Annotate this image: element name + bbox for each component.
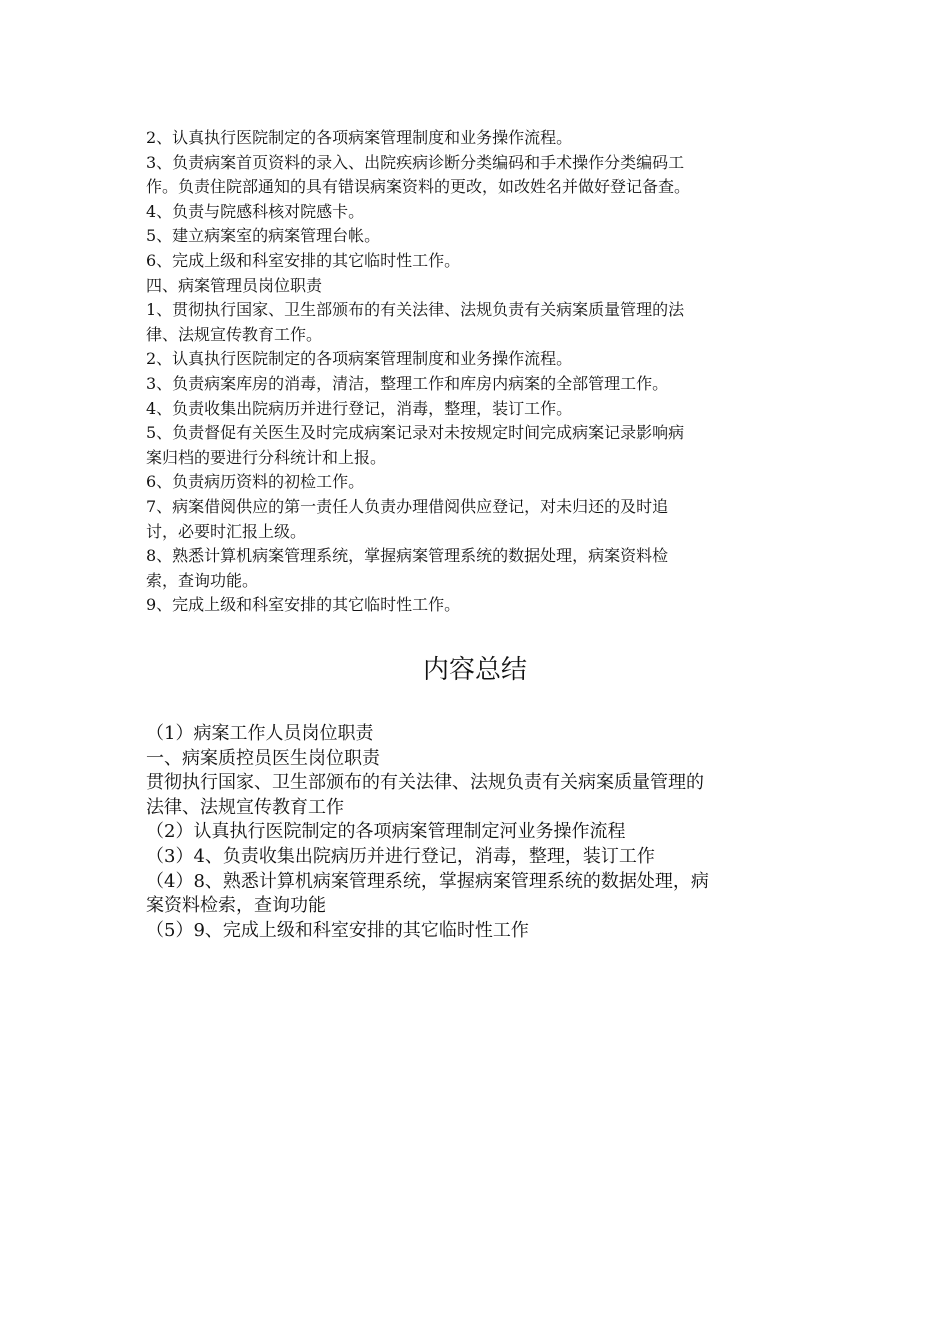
body-line: 3、负责病案库房的消毒，清洁，整理工作和库房内病案的全部管理工作。	[146, 373, 669, 393]
body-line: 1、贯彻执行国家、卫生部颁布的有关法律、法规负责有关病案质量管理的法	[146, 300, 685, 320]
summary-line: 案资料检索，查询功能	[146, 895, 326, 917]
body-line: 8、熟悉计算机病案管理系统，掌握病案管理系统的数据处理，病案资料检	[146, 546, 669, 566]
body-line: 讨，必要时汇报上级。	[146, 521, 307, 541]
summary-line: （4）8、熟悉计算机病案管理系统，掌握病案管理系统的数据处理，病	[146, 870, 709, 892]
section-heading: 四、病案管理员岗位职责	[146, 275, 323, 295]
body-line: 律、法规宣传教育工作。	[146, 324, 323, 344]
body-text	[146, 126, 796, 618]
body-line: 6、负责病历资料的初检工作。	[146, 472, 365, 492]
summary-line: （2）认真执行医院制定的各项病案管理制定河业务操作流程	[146, 821, 626, 843]
summary-line: 法律、法规宣传教育工作	[146, 796, 344, 818]
body-line: 9、完成上级和科室安排的其它临时性工作。	[146, 595, 461, 615]
body-line: 4、负责与院感科核对院感卡。	[146, 201, 365, 221]
body-line: 4、负责收集出院病历并进行登记，消毒，整理，装订工作。	[146, 398, 573, 418]
body-line: 5、建立病案室的病案管理台帐。	[146, 226, 381, 246]
summary-line: （1）病案工作人员岗位职责	[146, 723, 374, 744]
body-line: 作。负责住院部通知的具有错误病案资料的更改，如改姓名并做好登记备查。	[146, 177, 691, 197]
body-line: 5、负责督促有关医生及时完成病案记录对未按规定时间完成病案记录影响病	[146, 423, 685, 443]
summary-text	[146, 722, 796, 943]
body-line: 2、认真执行医院制定的各项病案管理制度和业务操作流程。	[146, 349, 573, 369]
summary-line: （3）4、负责收集出院病历并进行登记，消毒，整理，装订工作	[146, 845, 655, 867]
body-line: 7、病案借阅供应的第一责任人负责办理借阅供应登记，对未归还的及时追	[146, 496, 669, 516]
summary-title: 内容总结	[422, 655, 527, 685]
body-line: 案归档的要进行分科统计和上报。	[146, 447, 387, 467]
body-line: 2、认真执行医院制定的各项病案管理制度和业务操作流程。	[146, 128, 573, 147]
body-line: 3、负责病案首页资料的录入、出院疾病诊断分类编码和手术操作分类编码工	[146, 152, 685, 172]
summary-line: 一、病案质控员医生岗位职责	[146, 747, 380, 769]
body-line: 索，查询功能。	[146, 570, 259, 590]
summary-line: （5）9、完成上级和科室安排的其它临时性工作	[146, 919, 529, 941]
body-line: 6、完成上级和科室安排的其它临时性工作。	[146, 250, 461, 270]
summary-line: 贯彻执行国家、卫生部颁布的有关法律、法规负责有关病案质量管理的	[146, 772, 704, 794]
